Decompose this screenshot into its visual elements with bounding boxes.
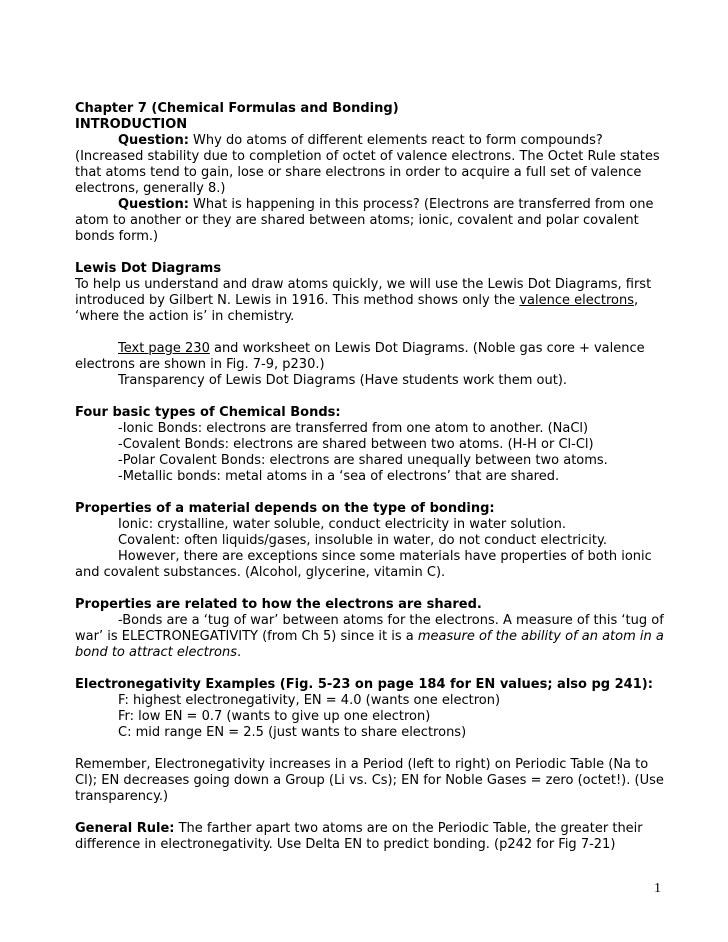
- general-rule-label: General Rule:: [75, 821, 175, 836]
- covalent-properties: Covalent: often liquids/gases, insoluble in water, do not conduct electricity.: [118, 533, 607, 548]
- properties-heading: Properties of a material depends on the type of bonding:: [75, 501, 495, 516]
- transparency-line: Transparency of Lewis Dot Diagrams (Have students work them out).: [118, 373, 568, 388]
- lewis-paragraph: [75, 277, 665, 325]
- bond-item: -Polar Covalent Bonds: electrons are shared unequally between two atoms.: [118, 453, 608, 468]
- question-2-text: What is happening in this process? (Electrons are transferred from one atom to another or they are shared between atoms; ionic, covalent and polar covalent bonds form.): [75, 197, 654, 244]
- ionic-properties: Ionic: crystalline, water soluble, conduct electricity in water solution.: [118, 517, 566, 532]
- en-heading: Electronegativity Examples (Fig. 5-23 on page 184 for EN values; also pg 241):: [75, 677, 653, 692]
- lewis-text-1: To help us understand and draw atoms quickly, we will use the Lewis Dot Diagrams, first introduced by Gilbert N. Lewis in 1916. This method shows only the: [75, 277, 652, 308]
- bonds-heading: Four basic types of Chemical Bonds:: [75, 405, 341, 420]
- tug-of-war-italic: measure of the ability of an atom in a bond to attract electrons: [75, 629, 664, 660]
- lewis-heading: Lewis Dot Diagrams: [75, 261, 222, 276]
- bond-item: -Covalent Bonds: electrons are shared between two atoms. (H-H or Cl-Cl): [118, 437, 594, 452]
- exceptions-text: However, there are exceptions since some materials have properties of both ionic and covalent substances. (Alcohol, glycerine, vitamin C).: [75, 549, 652, 580]
- tug-of-war-plain: -Bonds are a ‘tug of war’ between atoms for the electrons. A measure of this ‘tug of war’ is ELECTRONEGATIVITY (from Ch 5) since it is a: [75, 613, 664, 644]
- question-2: [75, 197, 665, 245]
- en-example: C: mid range EN = 2.5 (just wants to share electrons): [118, 725, 467, 740]
- remember-text: Remember, Electronegativity increases in a Period (left to right) on Periodic Table (Na to Cl); EN decreases going down a Group (Li vs. Cs); EN for Noble Gases = zero (octet!). (Use transparency.): [75, 757, 664, 804]
- page-number: 1: [654, 881, 661, 896]
- bond-item: -Ionic Bonds: electrons are transferred from one atom to another. (NaCl): [118, 421, 589, 436]
- question-1-label: Question:: [118, 133, 189, 148]
- page-content: [75, 101, 665, 853]
- text-page-link[interactable]: Text page 230: [118, 341, 210, 356]
- lewis-text-2: , ‘where the action is’ in chemistry.: [75, 293, 639, 324]
- question-1: [75, 133, 665, 197]
- en-example: Fr: low EN = 0.7 (wants to give up one electron): [118, 709, 431, 724]
- text-page-line: [75, 341, 665, 373]
- shared-heading: Properties are related to how the electrons are shared.: [75, 597, 482, 612]
- tug-of-war-end: .: [237, 645, 242, 660]
- general-rule: [75, 821, 665, 853]
- question-2-label: Question:: [118, 197, 189, 212]
- bond-item: -Metallic bonds: metal atoms in a ‘sea of electrons’ that are shared.: [118, 469, 560, 484]
- en-example: F: highest electronegativity, EN = 4.0 (wants one electron): [118, 693, 501, 708]
- tug-of-war-text: [75, 613, 665, 661]
- intro-heading: INTRODUCTION: [75, 117, 188, 132]
- general-rule-text: The farther apart two atoms are on the Periodic Table, the greater their difference in electronegativity. Use Delta EN to predict bonding. (p242 for Fig 7-21): [75, 821, 643, 852]
- valence-electrons-link[interactable]: valence electrons: [519, 293, 634, 308]
- question-1-text: Why do atoms of different elements react to form compounds? (Increased stability due to completion of octet of valence electrons. The Octet Rule states that atoms tend to gain, lose or share electrons in order to acquire a full set of valence electrons, generally 8.): [75, 133, 660, 196]
- chapter-title: Chapter 7 (Chemical Formulas and Bonding): [75, 101, 399, 116]
- text-page-rest: and worksheet on Lewis Dot Diagrams. (Noble gas core + valence electrons are shown in Fig. 7-9, p230.): [75, 341, 645, 372]
